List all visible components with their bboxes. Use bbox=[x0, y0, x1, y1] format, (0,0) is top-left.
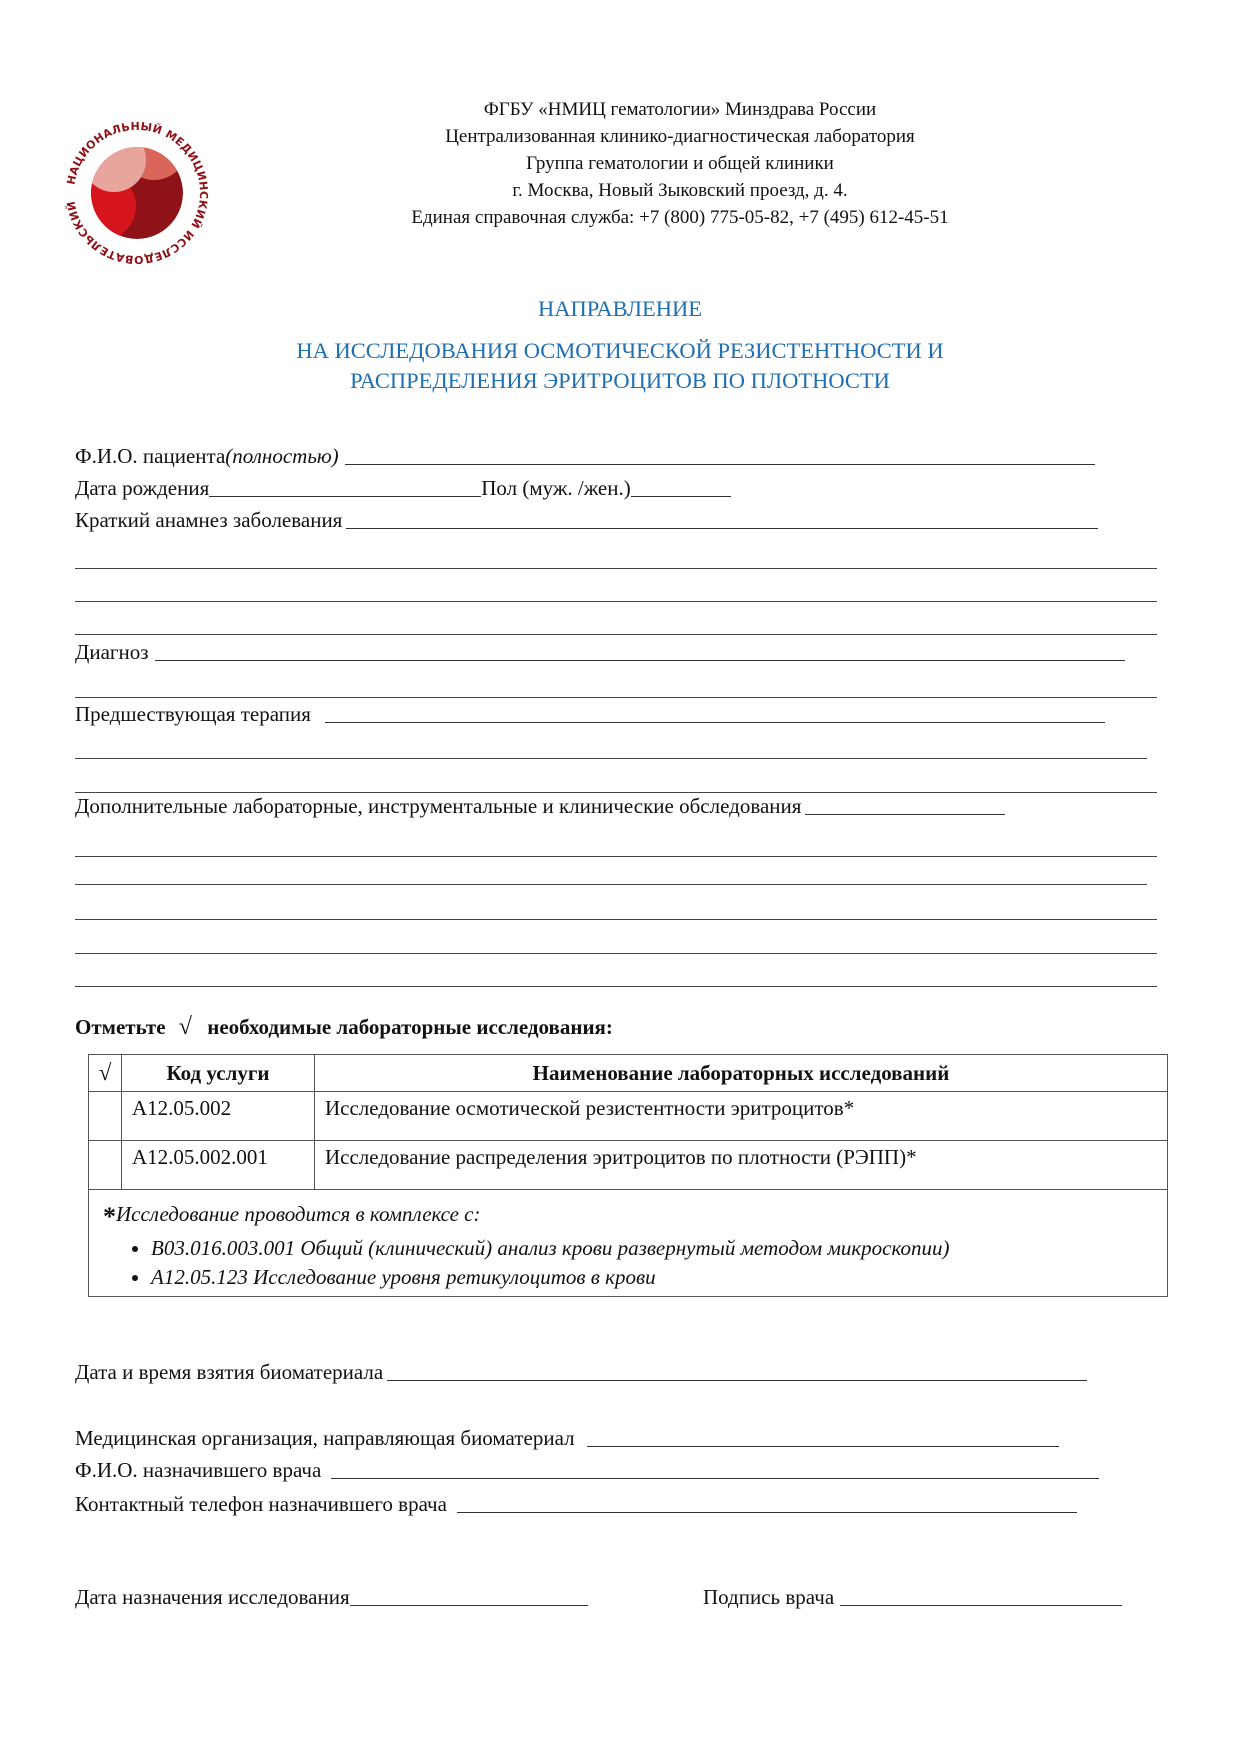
patient-name-label: Ф.И.О. пациента bbox=[75, 444, 226, 468]
therapy-label: Предшествующая терапия bbox=[75, 702, 311, 726]
dob-line[interactable] bbox=[209, 495, 481, 497]
organization-field[interactable] bbox=[75, 1426, 1059, 1451]
check-column-header: √ bbox=[89, 1055, 122, 1092]
order-date-field[interactable] bbox=[75, 1585, 588, 1610]
institution-logo bbox=[62, 118, 212, 268]
history-label: Краткий анамнез заболевания bbox=[75, 508, 343, 532]
history-line-extra[interactable] bbox=[75, 601, 1157, 602]
test-code: A12.05.002.001 bbox=[122, 1141, 315, 1190]
therapy-line-extra[interactable] bbox=[75, 758, 1147, 759]
table-row bbox=[89, 1092, 1168, 1141]
doctor-phone-field[interactable] bbox=[75, 1492, 1077, 1517]
note-item: • A12.05.123 Исследование уровня ретикулоцитов в крови bbox=[151, 1263, 1157, 1292]
extra-exams-line-extra[interactable] bbox=[75, 986, 1157, 987]
doctor-name-line[interactable] bbox=[331, 1477, 1099, 1479]
history-field[interactable] bbox=[75, 508, 1098, 533]
tests-table bbox=[88, 1054, 1168, 1297]
test-code: A12.05.002 bbox=[122, 1092, 315, 1141]
signature-line[interactable] bbox=[840, 1604, 1122, 1606]
table-row bbox=[89, 1141, 1168, 1190]
extra-exams-line-extra[interactable] bbox=[75, 856, 1157, 857]
diagnosis-field[interactable] bbox=[75, 640, 1125, 665]
note-text: Исследование проводится в комплексе с: bbox=[116, 1202, 481, 1226]
header-line: Группа гематологии и общей клиники bbox=[526, 153, 834, 174]
diagnosis-line-extra[interactable] bbox=[75, 697, 1157, 698]
table-note bbox=[89, 1190, 1168, 1297]
table-header-row bbox=[89, 1055, 1168, 1092]
therapy-field[interactable] bbox=[75, 702, 1105, 727]
code-column-header: Код услуги bbox=[122, 1055, 315, 1092]
dob-label: Дата рождения bbox=[75, 476, 210, 500]
subtitle-line-2: РАСПРЕДЕЛЕНИЯ ЭРИТРОЦИТОВ ПО ПЛОТНОСТИ bbox=[350, 368, 890, 393]
order-date-label: Дата назначения исследования bbox=[75, 1585, 350, 1609]
table-note-row bbox=[89, 1190, 1168, 1297]
therapy-line-extra[interactable] bbox=[75, 792, 1157, 793]
doctor-phone-line[interactable] bbox=[457, 1511, 1077, 1513]
sex-line[interactable] bbox=[631, 495, 731, 497]
order-date-line[interactable] bbox=[350, 1604, 588, 1606]
header-line: г. Москва, Новый Зыковский проезд, д. 4. bbox=[512, 180, 848, 201]
logo-ring-text: НАЦИОНАЛЬНЫЙ МЕДИЦИНСКИЙ ИССЛЕДОВАТЕЛЬСКИЙ bbox=[64, 119, 211, 267]
name-column-header: Наименование лабораторных исследований bbox=[315, 1055, 1168, 1092]
note-asterisk: * bbox=[103, 1202, 116, 1231]
extra-exams-line-extra[interactable] bbox=[75, 953, 1157, 954]
history-line[interactable] bbox=[346, 527, 1098, 529]
check-icon: √ bbox=[178, 1014, 192, 1040]
header-line: Единая справочная служба: +7 (800) 775-05-82, +7 (495) 612-45-51 bbox=[411, 207, 949, 228]
subtitle-line-1: НА ИССЛЕДОВАНИЯ ОСМОТИЧЕСКОЙ РЕЗИСТЕНТНОСТИ И bbox=[296, 338, 944, 363]
sample-datetime-field[interactable] bbox=[75, 1360, 1087, 1385]
header-line: Централизованная клинико-диагностическая лаборатория bbox=[445, 126, 915, 147]
sample-datetime-label: Дата и время взятия биоматериала bbox=[75, 1360, 384, 1384]
extra-exams-line-extra[interactable] bbox=[75, 884, 1147, 885]
extra-exams-line[interactable] bbox=[805, 813, 1005, 815]
sex-label: Пол (муж. /жен.) bbox=[481, 476, 631, 500]
test-name: Исследование осмотической резистентности эритроцитов* bbox=[315, 1092, 1168, 1141]
patient-name-line[interactable] bbox=[345, 463, 1095, 465]
organization-line[interactable] bbox=[587, 1445, 1059, 1447]
patient-name-hint: (полностью) bbox=[225, 444, 339, 468]
history-line-extra[interactable] bbox=[75, 568, 1157, 569]
signature-field[interactable] bbox=[703, 1585, 1122, 1610]
patient-name-field[interactable] bbox=[75, 444, 1095, 469]
sample-datetime-line[interactable] bbox=[387, 1379, 1087, 1381]
history-line-extra[interactable] bbox=[75, 634, 1157, 635]
extra-exams-line-extra[interactable] bbox=[75, 919, 1157, 920]
therapy-line[interactable] bbox=[325, 721, 1105, 723]
extra-exams-field[interactable] bbox=[75, 794, 1005, 819]
organization-label: Медицинская организация, направляющая биоматериал bbox=[75, 1426, 575, 1450]
dob-sex-row bbox=[75, 476, 731, 501]
doctor-name-label: Ф.И.О. назначившего врача bbox=[75, 1458, 322, 1482]
doctor-name-field[interactable] bbox=[75, 1458, 1099, 1483]
test-checkbox[interactable] bbox=[89, 1141, 122, 1190]
test-checkbox[interactable] bbox=[89, 1092, 122, 1141]
diagnosis-line[interactable] bbox=[155, 659, 1125, 661]
extra-exams-label: Дополнительные лабораторные, инструментальные и клинические обследования bbox=[75, 794, 802, 818]
document-title: НАПРАВЛЕНИЕ bbox=[537, 296, 703, 321]
signature-label: Подпись врача bbox=[703, 1585, 835, 1609]
note-list bbox=[103, 1234, 1157, 1292]
tests-heading-after: необходимые лабораторные исследования: bbox=[207, 1015, 613, 1039]
institution-header bbox=[300, 96, 1060, 231]
diagnosis-label: Диагноз bbox=[75, 640, 149, 664]
header-line: ФГБУ «НМИЦ гематологии» Минздрава России bbox=[483, 99, 877, 120]
tests-heading bbox=[75, 1014, 613, 1041]
note-item: • B03.016.003.001 Общий (клинический) анализ крови развернутый методом микроскопии) bbox=[151, 1234, 1157, 1263]
doctor-phone-label: Контактный телефон назначившего врача bbox=[75, 1492, 447, 1516]
tests-heading-before: Отметьте bbox=[75, 1015, 166, 1039]
test-name: Исследование распределения эритроцитов по плотности (РЭПП)* bbox=[315, 1141, 1168, 1190]
document-subtitle bbox=[140, 336, 1100, 396]
